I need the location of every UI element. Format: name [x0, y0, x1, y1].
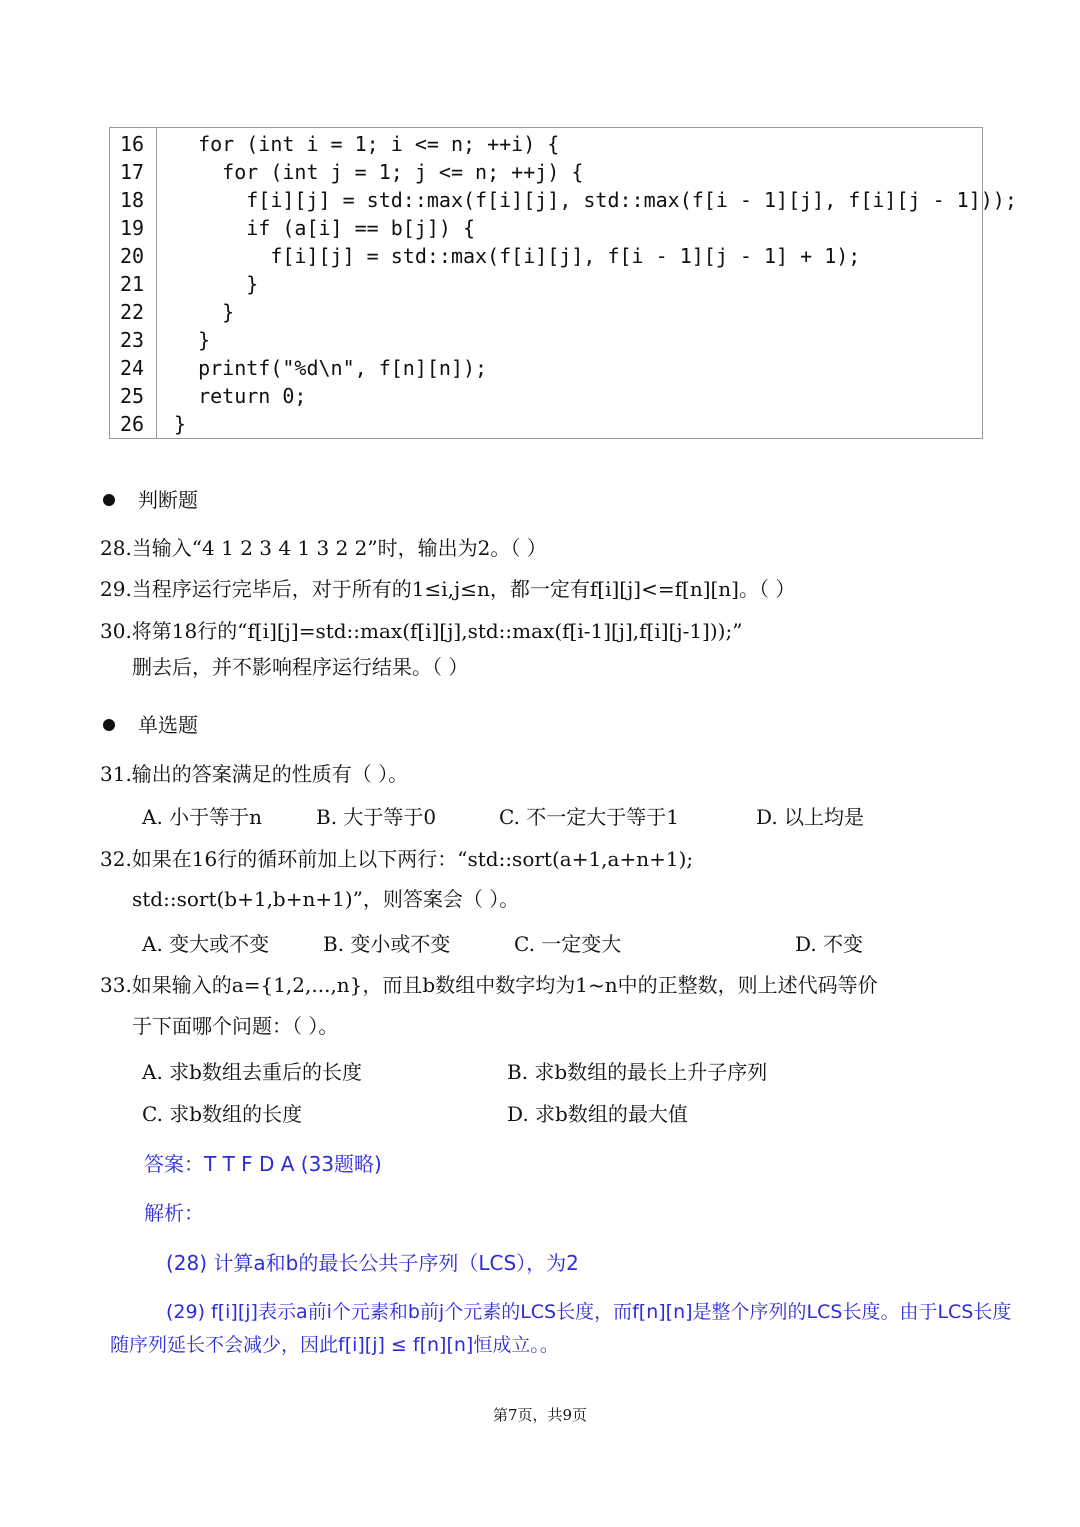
q31-option-b: B. 大于等于0	[316, 805, 437, 829]
q31-option-a: A. 小于等于n	[142, 805, 263, 829]
code-text: }	[174, 412, 187, 436]
q31-option-d: D. 以上均是	[756, 805, 865, 829]
line-number: 16	[120, 132, 145, 156]
code-text: return 0;	[174, 384, 307, 408]
line-number: 21	[120, 272, 145, 296]
question-28: 28.当输入“4 1 2 3 4 1 3 2 2”时，输出为2。（ ）	[100, 536, 547, 560]
q31-option-c: C. 不一定大于等于1	[499, 805, 680, 829]
explanation-29-continued: 随序列延长不会减少，因此f[i][j] ≤ f[n][n]恒成立。。	[110, 1334, 559, 1356]
explanation-29: (29) f[i][j]表示a前i个元素和b前j个元素的LCS长度，而f[n][n]是整个序列的LCS长度。由于LCS长度	[166, 1301, 1012, 1323]
line-number: 20	[120, 244, 145, 268]
line-number: 25	[120, 384, 145, 408]
question-33: 33.如果输入的a={1,2,...,n}，而且b数组中数字均为1~n中的正整数，则上述代码等价	[100, 973, 878, 997]
explanation-28: (28) 计算a和b的最长公共子序列（LCS），为2	[166, 1251, 579, 1275]
bullet-icon	[103, 494, 115, 506]
q33-option-b: B. 求b数组的最长上升子序列	[507, 1060, 768, 1084]
code-text: }	[174, 300, 235, 324]
line-number: 22	[120, 300, 145, 324]
question-32: 32.如果在16行的循环前加上以下两行：“std::sort(a+1,a+n+1);	[100, 847, 694, 871]
q32-option-d: D. 不变	[795, 932, 864, 956]
code-text: printf("%d\n", f[n][n]);	[174, 356, 488, 380]
question-32-continued: std::sort(b+1,b+n+1)”，则答案会（ ）。	[132, 887, 520, 911]
question-30: 30.将第18行的“f[i][j]=std::max(f[i][j],std::max(f[i-1][j],f[i][j-1]));”	[100, 619, 743, 643]
line-number: 18	[120, 188, 145, 212]
q32-option-c: C. 一定变大	[514, 932, 622, 956]
code-text: f[i][j] = std::max(f[i][j], f[i - 1][j - 1] + 1);	[174, 244, 861, 268]
page-number: 第7页，共9页	[492, 1406, 588, 1424]
q33-option-c: C. 求b数组的长度	[142, 1102, 303, 1126]
code-text: }	[174, 328, 211, 352]
code-listing	[109, 127, 1017, 439]
question-30-continued: 删去后，并不影响程序运行结果。（ ）	[132, 655, 469, 679]
question-29: 29.当程序运行完毕后，对于所有的1≤i,j≤n，都一定有f[i][j]<=f[n][n]。（ ）	[100, 577, 796, 601]
line-number: 24	[120, 356, 145, 380]
section-title-judge: 判断题	[138, 488, 198, 512]
code-text: if (a[i] == b[j]) {	[174, 216, 476, 240]
code-text: }	[174, 272, 259, 296]
code-text: for (int j = 1; j <= n; ++j) {	[174, 160, 584, 184]
line-number: 26	[120, 412, 145, 436]
code-text: for (int i = 1; i <= n; ++i) {	[174, 132, 560, 156]
q32-option-b: B. 变小或不变	[323, 932, 451, 956]
line-number: 17	[120, 160, 145, 184]
q33-option-a: A. 求b数组去重后的长度	[142, 1060, 362, 1084]
code-text: f[i][j] = std::max(f[i][j], std::max(f[i - 1][j], f[i][j - 1]));	[174, 188, 1017, 212]
q32-option-a: A. 变大或不变	[142, 932, 270, 956]
line-number: 19	[120, 216, 145, 240]
line-number: 23	[120, 328, 145, 352]
q33-option-d: D. 求b数组的最大值	[507, 1102, 688, 1126]
section-title-single: 单选题	[138, 713, 198, 737]
bullet-icon	[103, 719, 115, 731]
question-33-continued: 于下面哪个问题：（ ）。	[132, 1014, 339, 1038]
question-31: 31.输出的答案满足的性质有（ ）。	[100, 762, 409, 786]
analysis-label: 解析：	[144, 1201, 204, 1225]
answer-line: 答案：T T F D A (33题略)	[144, 1152, 382, 1176]
